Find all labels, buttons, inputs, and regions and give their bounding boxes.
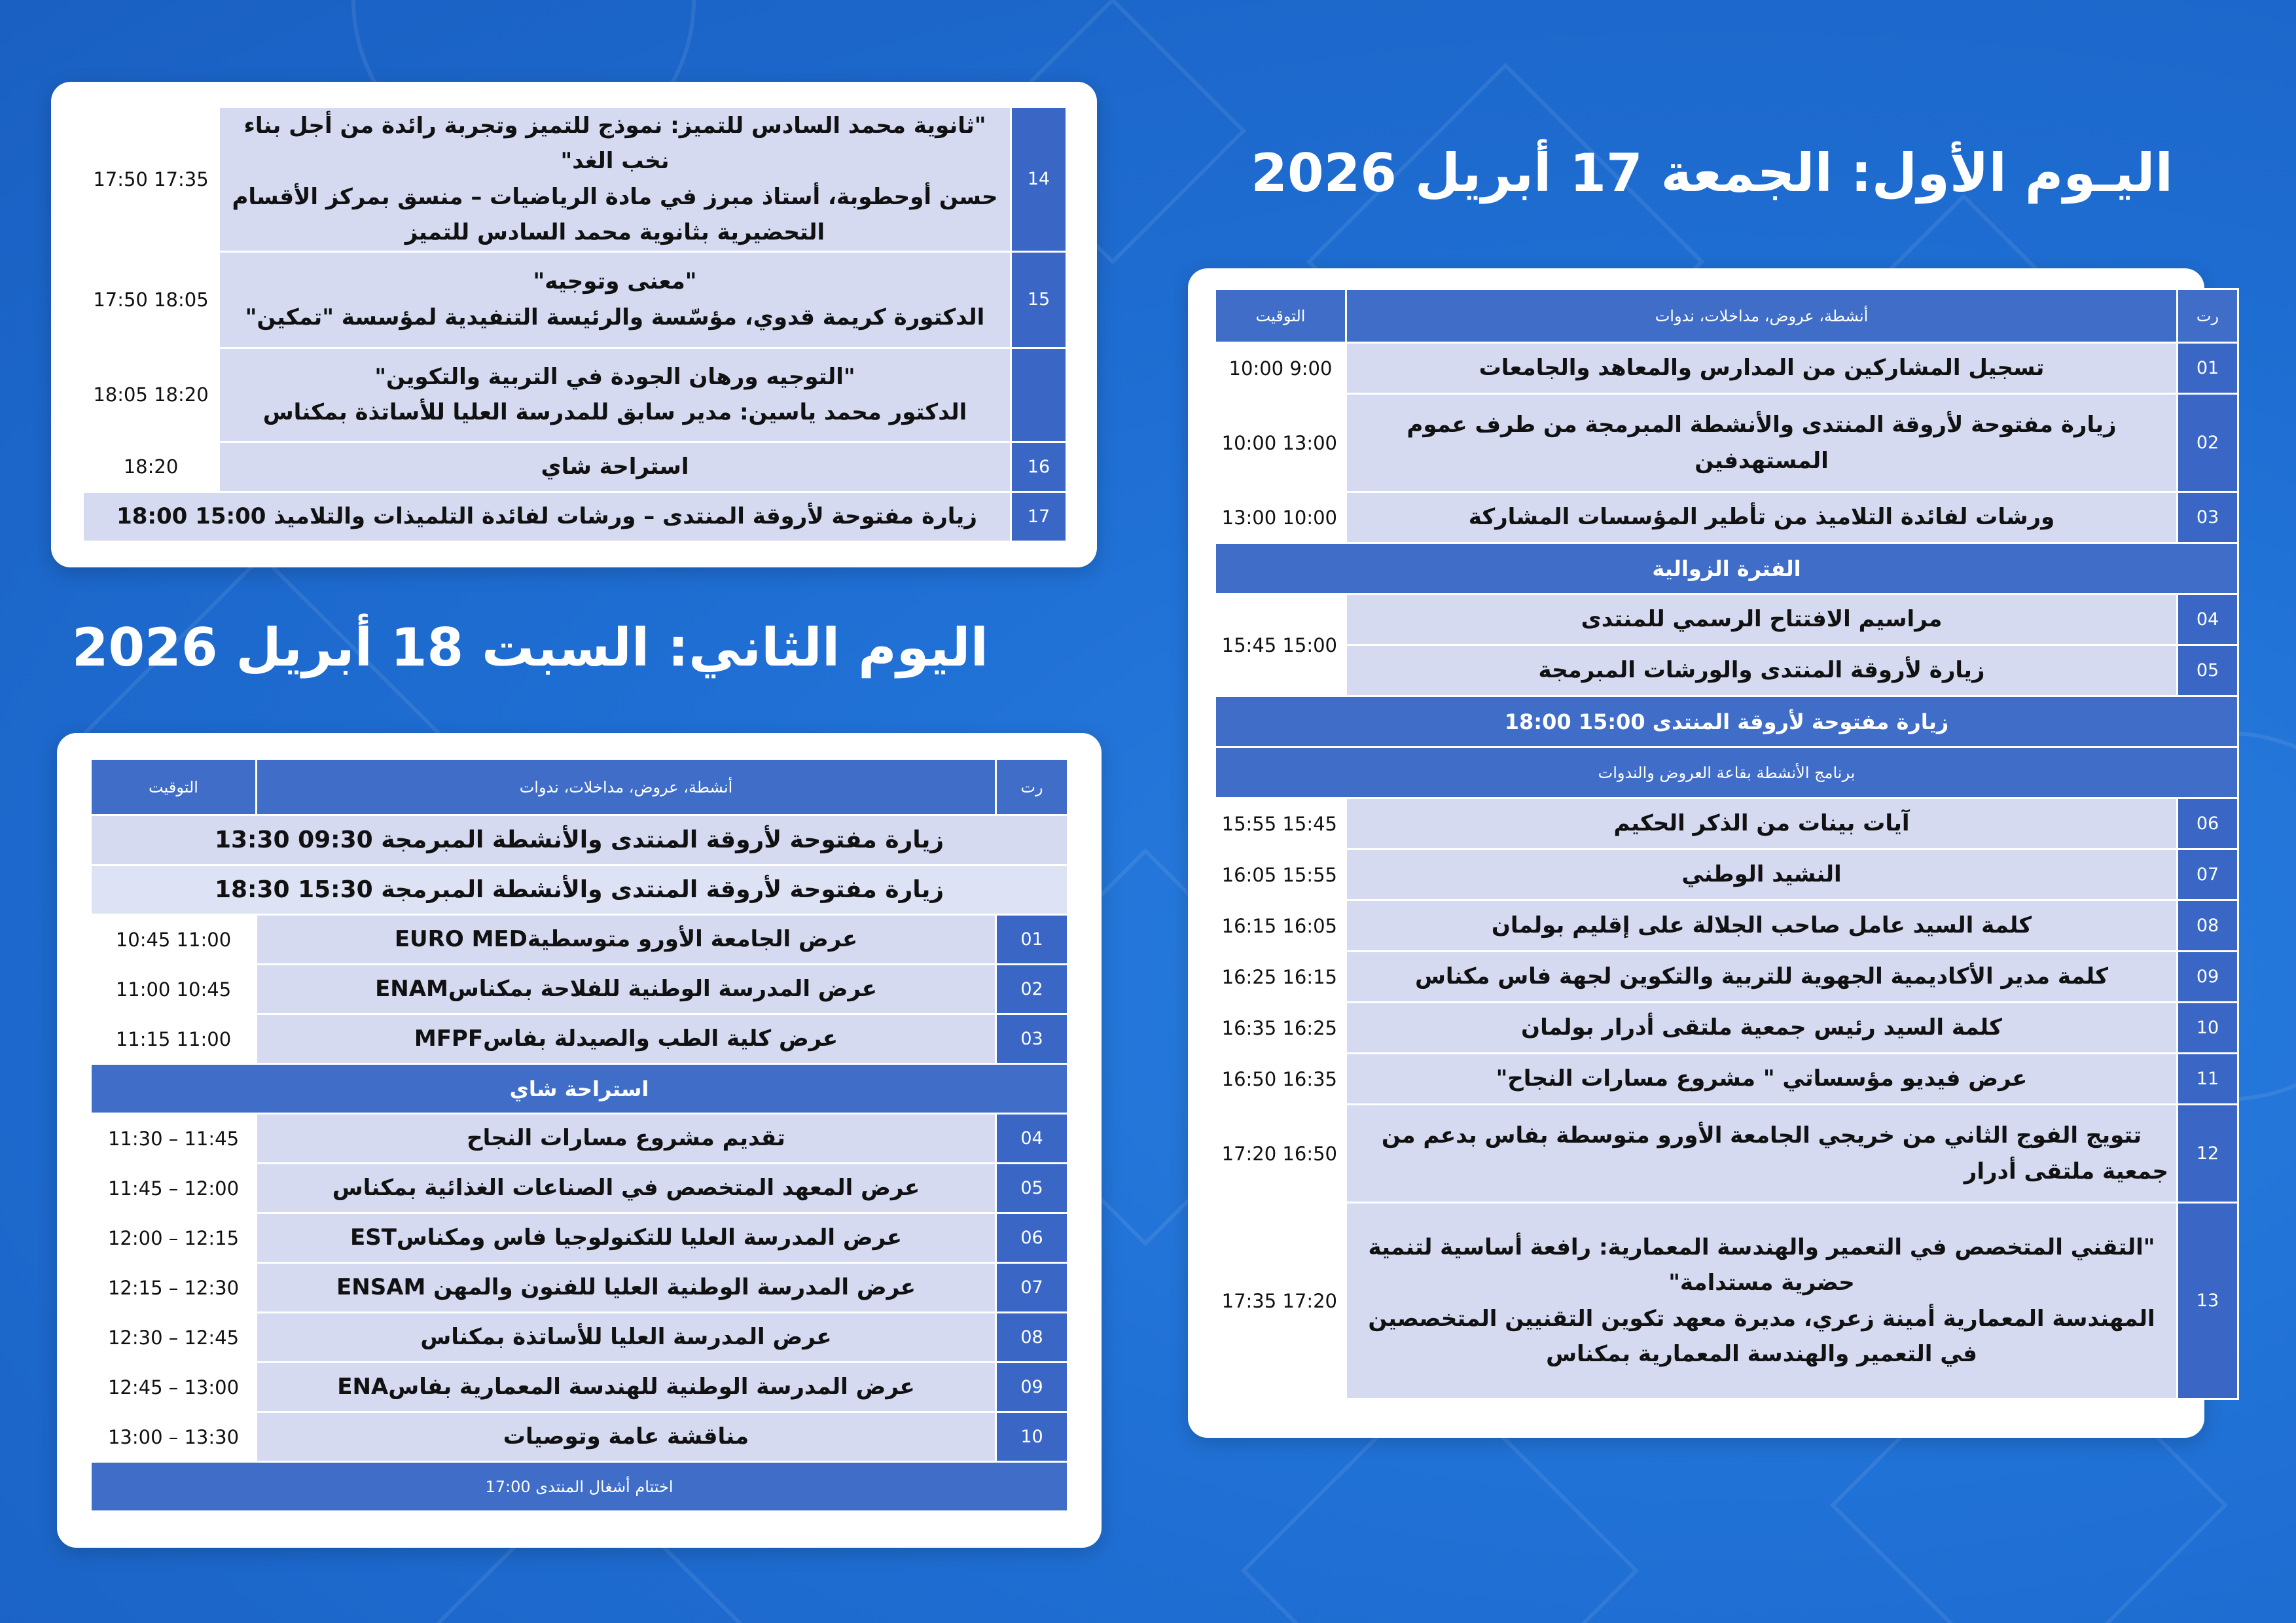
row-num: 02 [2178,394,2238,492]
table-row [83,251,1067,348]
closing-band: اختتام أشغال المنتدى 17:00 [91,1462,1068,1512]
row-time: 16:50 16:35 [1215,1054,1346,1105]
table-header-row [91,759,1068,815]
row-num: 02 [996,965,1068,1014]
row-time: 16:25 16:15 [1215,952,1346,1003]
header-activity: أنشطة، عروض، مداخلات، ندوات [1346,289,2178,343]
row-num: 05 [996,1164,1068,1213]
table-row [1215,1003,2238,1054]
row-activity: مناقشة عامة وتوصيات [257,1412,996,1462]
day1-schedule-table [1214,288,2239,1400]
band-row [91,1462,1068,1512]
table-row [1215,394,2238,492]
row-time: 11:00 10:45 [91,965,257,1014]
table-row [1215,594,2238,645]
table-row [83,442,1067,491]
table-row [1215,645,2238,696]
row-time: 17:50 17:35 [83,107,219,252]
row-activity: عرض المدرسة الوطنية للهندسة المعمارية بفاسENA [257,1363,996,1412]
row-activity: النشيد الوطني [1346,849,2178,901]
row-num: 04 [2178,594,2238,645]
row-num: 10 [2178,1003,2238,1054]
row-time: 17:35 17:20 [1215,1203,1346,1399]
row-activity: عرض المدرسة العليا للتكنولوجيا فاس ومكناسEST [257,1213,996,1263]
table-header-row [1215,289,2238,343]
row-activity: مراسيم الافتتاح الرسمي للمنتدى [1346,594,2178,645]
row-num: 05 [2178,645,2238,696]
row-num: 03 [2178,492,2238,543]
row-time: 12:00 – 12:15 [91,1213,257,1263]
row-activity: استراحة شاي [219,442,1011,491]
row-num [1011,348,1067,442]
header-num: رت [2178,289,2238,343]
day1-continued-table [82,106,1067,543]
table-row [1215,952,2238,1003]
row-activity: عرض كلية الطب والصيدلة بفاسMFPF [257,1014,996,1064]
row-activity: عرض المدرسة الوطنية للفلاحة بمكناسENAM [257,965,996,1014]
table-row [91,1213,1068,1263]
row-num: 16 [1011,442,1067,491]
row-activity: "معنى وتوجيه" الدكتورة كريمة قدوي، مؤسّسة والرئيسة التنفيدية لمؤسسة "تمكين" [219,251,1011,348]
row-num: 04 [996,1114,1068,1164]
table-row [91,915,1068,965]
day2-title: اليوم الثاني: السبت 18 أبريل 2026 [71,617,988,678]
row-activity: عرض فيديو مؤسساتي " مشروع مسارات النجاح" [1346,1054,2178,1105]
header-activity: أنشطة، عروض، مداخلات، ندوات [257,759,996,815]
row-activity: عرض الجامعة الأورو متوسطيةEURO MED [257,915,996,965]
row-activity: آيات بينات من الذكر الحكيم [1346,798,2178,849]
row-activity: "التقني المتخصص في التعمير والهندسة المعمارية: رافعة أساسية لتنمية حضرية مستدامة" المهندسة المعمارية أمينة زعري، مديرة معهد تكوين التقنيين المتخصصين في التعمير والهندسة المعمارية بمكناس [1346,1203,2178,1399]
row-num: 08 [2178,901,2238,952]
row-time: 12:45 – 13:00 [91,1363,257,1412]
row-activity: "التوجيه ورهان الجودة في التربية والتكوين" الدكتور محمد ياسين: مدير سابق للمدرسة العليا للأساتذة بمكناس [219,348,1011,442]
table-row [91,1164,1068,1213]
table-row [83,348,1067,442]
row-time: 12:30 – 12:45 [91,1313,257,1363]
open-visit-morning: زيارة مفتوحة لأروقة المنتدى والأنشطة المبرمجة 09:30 13:30 [91,815,1068,865]
row-time: 11:30 – 11:45 [91,1114,257,1164]
row-activity: كلمة السيد رئيس جمعية ملتقى أدرار بولمان [1346,1003,2178,1054]
band-row [1215,543,2238,594]
row-num: 01 [2178,343,2238,394]
row-time: 15:55 15:45 [1215,798,1346,849]
row-num: 15 [1011,251,1067,348]
row-activity: تتويج الفوج الثاني من خريجي الجامعة الأورو متوسطة بفاس بدعم من جمعية ملتقى أدرار [1346,1105,2178,1203]
row-activity: كلمة السيد عامل صاحب الجلالة على إقليم بولمان [1346,901,2178,952]
row-time: 16:35 16:25 [1215,1003,1346,1054]
header-time: التوقيت [91,759,257,815]
row-num: 11 [2178,1054,2238,1105]
table-row [1215,798,2238,849]
row-activity: "ثانوية محمد السادس للتميز: نموذج للتميز وتجربة رائدة من أجل بناء نخب الغد" حسن أوحطوبة، أستاذ مبرز في مادة الرياضيات – منسق بمركز الأقسام التحضيرية بثانوية محمد السادس للتميز [219,107,1011,252]
band-row [91,865,1068,915]
row-num: 07 [2178,849,2238,901]
row-activity: زيارة لأروقة المنتدى والورشات المبرمجة [1346,645,2178,696]
row-num: 14 [1011,107,1067,252]
table-row [1215,343,2238,394]
row-num: 12 [2178,1105,2238,1203]
table-row [91,1363,1068,1412]
table-row [1215,1054,2238,1105]
row-activity: عرض المعهد المتخصص في الصناعات الغذائية بمكناس [257,1164,996,1213]
row-time: 10:00 9:00 [1215,343,1346,394]
open-visit-afternoon: زيارة مفتوحة لأروقة المنتدى والأنشطة المبرمجة 15:30 18:30 [91,865,1068,915]
row-time: 17:20 16:50 [1215,1105,1346,1203]
row-num: 06 [2178,798,2238,849]
table-row [83,107,1067,252]
band-row [1215,747,2238,798]
program-band: برنامج الأنشطة بقاعة العروض والندوات [1215,747,2238,798]
row-time: 11:15 11:00 [91,1014,257,1064]
row-num: 03 [996,1014,1068,1064]
table-row [91,1412,1068,1462]
tea-break-band: استراحة شاي [91,1064,1068,1114]
table-row [91,1014,1068,1064]
row-time: 17:50 18:05 [83,251,219,348]
row-time: 16:05 15:55 [1215,849,1346,901]
header-time: التوقيت [1215,289,1346,343]
table-row [1215,849,2238,901]
table-row [91,1114,1068,1164]
row-time: 18:05 18:20 [83,348,219,442]
row-num: 13 [2178,1203,2238,1399]
band-row [91,815,1068,865]
table-row [91,965,1068,1014]
row-activity: زيارة مفتوحة لأروقة المنتدى – ورشات لفائدة التلميذات والتلاميذ 15:00 18:00 [83,491,1011,541]
table-row [1215,1105,2238,1203]
row-activity: تقديم مشروع مسارات النجاح [257,1114,996,1164]
table-row [91,1313,1068,1363]
row-num: 07 [996,1263,1068,1313]
row-num: 01 [996,915,1068,965]
table-row [1215,492,2238,543]
evening-band: الفترة الزوالية [1215,543,2238,594]
row-activity: عرض المدرسة الوطنية العليا للفنون والمهن ENSAM [257,1263,996,1313]
row-num: 06 [996,1213,1068,1263]
table-row [1215,1203,2238,1399]
row-activity: كلمة مدير الأكاديمية الجهوية للتربية والتكوين لجهة فاس مكناس [1346,952,2178,1003]
row-time: 10:45 11:00 [91,915,257,965]
row-num: 08 [996,1313,1068,1363]
row-activity: ورشات لفائدة التلاميذ من تأطير المؤسسات المشاركة [1346,492,2178,543]
row-activity: تسجيل المشاركين من المدارس والمعاهد والجامعات [1346,343,2178,394]
row-num: 09 [996,1363,1068,1412]
row-time: 11:45 – 12:00 [91,1164,257,1213]
table-row [1215,901,2238,952]
row-activity: زيارة مفتوحة لأروقة المنتدى والأنشطة المبرمجة من طرف عموم المستهدفين [1346,394,2178,492]
table-row [83,491,1067,541]
row-time: 12:15 – 12:30 [91,1263,257,1313]
row-activity: عرض المدرسة العليا للأساتذة بمكناس [257,1313,996,1363]
day1-title: اليـوم الأول: الجمعة 17 أبريل 2026 [1251,143,2173,204]
row-num: 10 [996,1412,1068,1462]
band-row [91,1064,1068,1114]
row-num: 17 [1011,491,1067,541]
row-num: 09 [2178,952,2238,1003]
row-time: 13:00 – 13:30 [91,1412,257,1462]
table-row [91,1263,1068,1313]
header-num: رت [996,759,1068,815]
band-row [1215,696,2238,747]
row-time: 13:00 10:00 [1215,492,1346,543]
day2-schedule-table [90,758,1069,1512]
row-time: 16:15 16:05 [1215,901,1346,952]
open-visit-band: زيارة مفتوحة لأروقة المنتدى 15:00 18:00 [1215,696,2238,747]
row-time: 15:45 15:00 [1215,594,1346,696]
row-time: 10:00 13:00 [1215,394,1346,492]
row-time: 18:20 [83,442,219,491]
